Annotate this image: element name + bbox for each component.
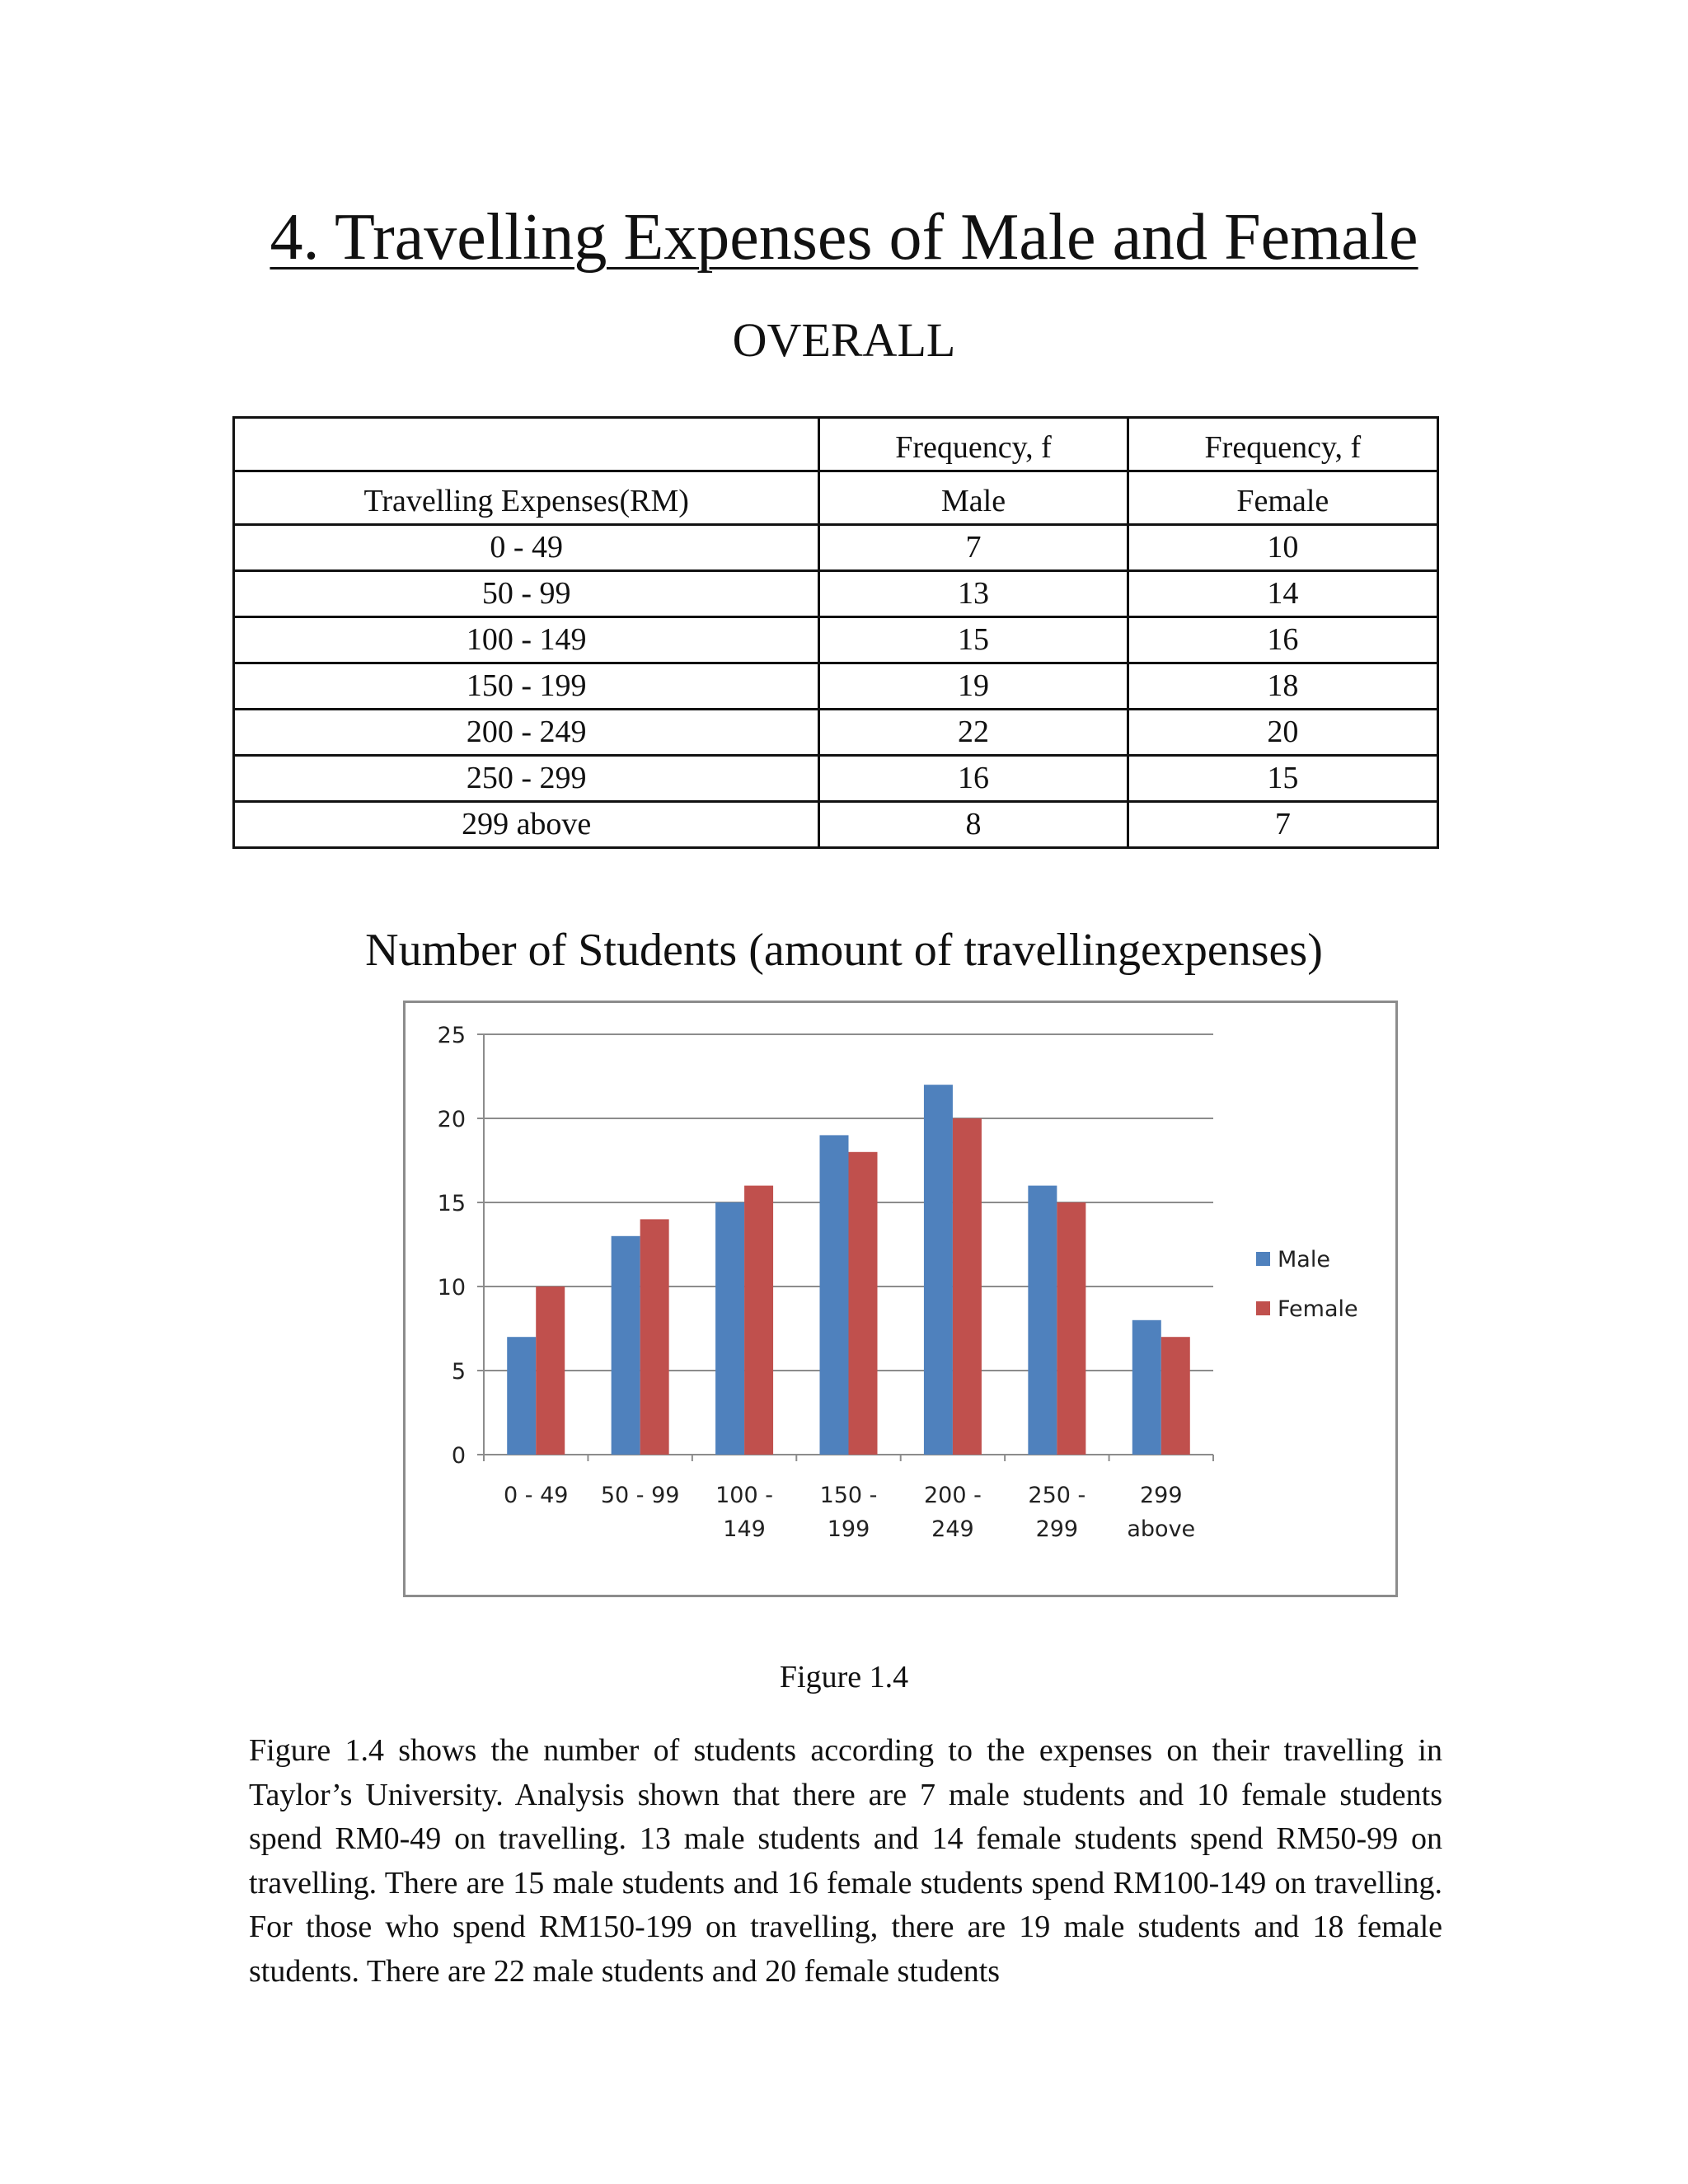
bar-female	[953, 1118, 982, 1455]
x-tick-label: 249	[931, 1516, 974, 1542]
table-cell: 0 - 49	[234, 525, 819, 571]
table-cell: 50 - 99	[234, 571, 819, 617]
x-tick-label: 50 - 99	[600, 1483, 680, 1508]
table-cell: 16	[1128, 617, 1437, 663]
bar-male	[1028, 1186, 1057, 1455]
bar-male	[715, 1202, 744, 1455]
frequency-table-body	[234, 418, 1438, 848]
table-cell: 299 above	[234, 802, 819, 848]
table-header-top-row	[234, 418, 1438, 471]
body-paragraph: Figure 1.4 shows the number of students according to the expenses on their travelling in Taylor’s University. Analysis shown that there are 7 male students and 10 female students spend RM0-49 on travelling. 13 male students and 14 female students spend RM50-99 on travelling. There are 15 male students and 16 female students spend RM100-149 on travelling. For those who spend RM150-199 on travelling, there are 19 male students and 18 female students. There are 22 male students and 20 female students	[249, 1733, 1442, 1989]
table-cell: 16	[819, 756, 1128, 802]
page-title-text: 4. Travelling Expenses of Male and Female	[270, 201, 1418, 274]
bar-female	[1161, 1337, 1190, 1455]
table-cell: 250 - 299	[234, 756, 819, 802]
table-cell: 14	[1128, 571, 1437, 617]
figure-caption: Figure 1.4	[779, 1660, 909, 1694]
x-tick-label: 200 -	[923, 1483, 982, 1508]
table-cell	[234, 418, 819, 471]
x-tick-label: 299	[1140, 1483, 1183, 1508]
bar-male	[820, 1135, 849, 1455]
table-cell: Frequency, f	[1128, 418, 1437, 471]
table-cell: Travelling Expenses(RM)	[234, 471, 819, 525]
table-cell: Frequency, f	[819, 418, 1128, 471]
x-tick-label: above	[1127, 1516, 1196, 1542]
y-tick-label: 5	[451, 1359, 466, 1385]
table-cell: 13	[819, 571, 1128, 617]
table-cell: 19	[819, 663, 1128, 710]
table-cell: 20	[1128, 710, 1437, 756]
table-row	[234, 525, 1438, 571]
table-cell: 7	[819, 525, 1128, 571]
chart-title: Number of Students (amount of travellingexpenses)	[365, 925, 1323, 976]
table-cell: Male	[819, 471, 1128, 525]
legend-label-female: Female	[1278, 1296, 1358, 1322]
x-tick-label: 149	[723, 1516, 766, 1542]
section-subtitle: OVERALL	[732, 313, 956, 367]
x-tick-label: 0 - 49	[503, 1483, 569, 1508]
legend-swatch-female	[1256, 1301, 1270, 1315]
table-row	[234, 617, 1438, 663]
table-cell: 7	[1128, 802, 1437, 848]
legend-label-male: Male	[1278, 1247, 1330, 1272]
x-tick-label: 199	[827, 1516, 870, 1542]
bar-female	[640, 1219, 669, 1455]
y-tick-label: 0	[451, 1443, 466, 1469]
table-cell: 100 - 149	[234, 617, 819, 663]
table-row	[234, 571, 1438, 617]
table-cell: Female	[1128, 471, 1437, 525]
table-cell: 18	[1128, 663, 1437, 710]
bar-female	[1057, 1202, 1085, 1455]
table-row	[234, 663, 1438, 710]
y-tick-label: 15	[437, 1191, 466, 1216]
table-cell: 8	[819, 802, 1128, 848]
table-row	[234, 802, 1438, 848]
bar-male	[924, 1085, 953, 1455]
x-tick-label: 150 -	[819, 1483, 878, 1508]
table-cell: 22	[819, 710, 1128, 756]
x-tick-label: 100 -	[715, 1483, 774, 1508]
bar-male	[507, 1337, 536, 1455]
y-tick-label: 25	[437, 1023, 466, 1048]
bar-male	[1132, 1320, 1161, 1455]
table-header-row	[234, 471, 1438, 525]
frequency-table	[232, 416, 1439, 849]
table-cell: 15	[819, 617, 1128, 663]
x-tick-label: 250 -	[1028, 1483, 1086, 1508]
bar-chart-svg	[406, 1003, 1400, 1600]
bar-female	[849, 1152, 878, 1455]
table-cell: 15	[1128, 756, 1437, 802]
table-cell: 150 - 199	[234, 663, 819, 710]
y-tick-label: 20	[437, 1107, 466, 1132]
legend-swatch-male	[1256, 1252, 1270, 1266]
bar-female	[744, 1186, 773, 1455]
bar-chart	[403, 1001, 1398, 1597]
table-row	[234, 756, 1438, 802]
table-cell: 10	[1128, 525, 1437, 571]
table-row	[234, 710, 1438, 756]
bar-female	[536, 1286, 565, 1455]
page-title	[0, 196, 1688, 279]
x-tick-label: 299	[1035, 1516, 1079, 1542]
bar-male	[612, 1236, 640, 1455]
table-cell: 200 - 249	[234, 710, 819, 756]
y-tick-label: 10	[437, 1275, 466, 1301]
